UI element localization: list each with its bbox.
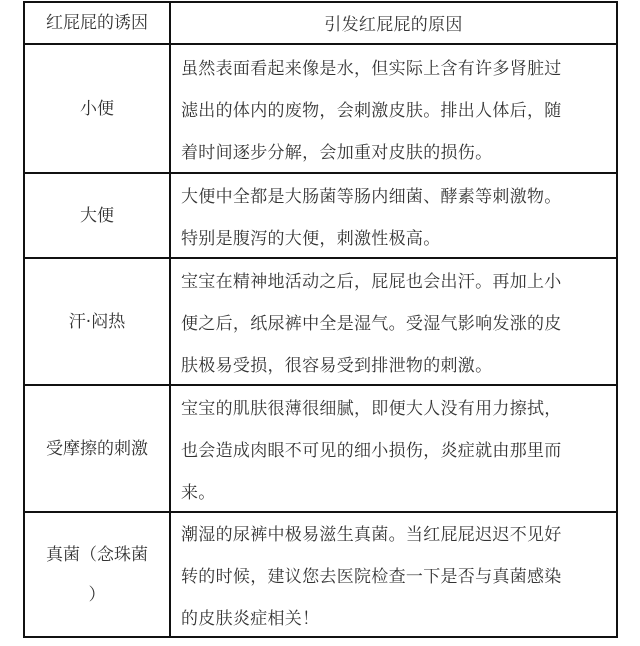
table-row — [25, 45, 616, 174]
table-row — [25, 386, 616, 513]
reason-cell: 大便中全都是大肠菌等肠内细菌、酵素等刺激物。 特别是腹泻的大便，刺激性极高。 — [181, 186, 562, 249]
cause-cell: 小便 — [25, 45, 171, 172]
reason-cell: 宝宝的肌肤很薄很细腻，即便大人没有用力擦拭， 也会造成肉眼不可见的细小损伤，炎症就由那里而 来。 — [181, 398, 562, 503]
causes-table — [23, 1, 618, 638]
cause-cell: 真菌（念珠菌 ） — [25, 513, 171, 636]
cause-cell: 受摩擦的刺激 — [25, 386, 171, 511]
table-header-row — [25, 3, 616, 45]
header-reason: 引发红屁屁的原因 — [324, 15, 463, 35]
header-cause: 红屁屁的诱因 — [25, 3, 171, 43]
cause-cell: 大便 — [25, 174, 171, 257]
reason-cell: 宝宝在精神地活动之后，屁屁也会出汗。再加上小 便之后，纸尿裤中全是湿气。受湿气影响发涨的皮 肤极易受损，很容易受到排泄物的刺激。 — [181, 271, 562, 376]
table-row — [25, 259, 616, 386]
table-row — [25, 513, 616, 636]
reason-cell: 虽然表面看起来像是水，但实际上含有许多肾脏过 滤出的体内的废物，会刺激皮肤。排出人体后，随 着时间逐步分解，会加重对皮肤的损伤。 — [181, 58, 562, 163]
reason-cell: 潮湿的尿裤中极易滋生真菌。当红屁屁迟迟不见好 转的时候，建议您去医院检查一下是否与真菌感染 的皮肤炎症相关！ — [181, 524, 562, 629]
cause-cell: 汗·闷热 — [25, 259, 171, 384]
table-row — [25, 174, 616, 259]
